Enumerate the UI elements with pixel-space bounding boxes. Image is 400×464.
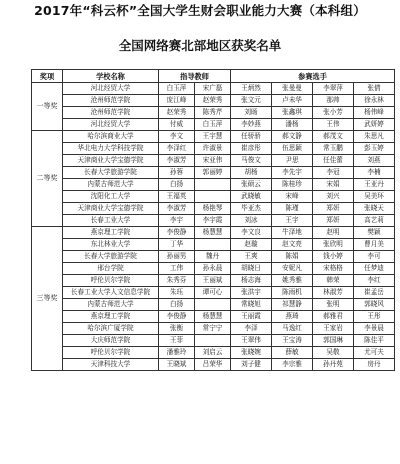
- contestant-3-cell: 郑妍: [313, 203, 354, 215]
- school-name-cell: 河北经贸大学: [63, 119, 159, 131]
- table-row: [32, 143, 395, 155]
- contestant-4-cell: 张晓天: [354, 203, 395, 215]
- table-row: [32, 323, 395, 335]
- contestant-2-cell: 安妮凡: [272, 263, 313, 275]
- contestant-3-cell: 王家岩: [313, 323, 354, 335]
- contestant-3-cell: 宋娟: [313, 179, 354, 191]
- contestant-2-cell: 燕琦: [272, 311, 313, 323]
- table-row: [32, 287, 395, 299]
- contestant-1-cell: 李文良: [231, 227, 272, 239]
- advisor-1-cell: 王菲: [159, 335, 195, 347]
- advisor-2-cell: 魏丹: [195, 251, 231, 263]
- contestant-2-cell: 牛泽地: [272, 227, 313, 239]
- school-name-cell: 天津商业大学宝德学院: [63, 155, 159, 167]
- contestant-1-cell: 张晓婉: [231, 347, 272, 359]
- column-header-contestants: 参赛选手: [231, 70, 395, 83]
- advisor-1-cell: 王福英: [159, 191, 195, 203]
- contestant-4-cell: 徐永林: [354, 95, 395, 107]
- contestant-2-cell: 陈瑾: [272, 203, 313, 215]
- contestant-1-cell: 李泽: [231, 323, 272, 335]
- contestant-4-cell: 刘燕: [354, 155, 395, 167]
- contestant-2-cell: 李先宇: [272, 167, 313, 179]
- contestant-2-cell: 卢未华: [272, 95, 313, 107]
- contestant-4-cell: 吴美环: [354, 191, 395, 203]
- contestant-1-cell: 刘旸: [231, 107, 272, 119]
- award-level-cell: 一等奖: [32, 83, 63, 131]
- contestant-4-cell: 朱思凡: [354, 131, 395, 143]
- contestant-3-cell: 张小芳: [313, 107, 354, 119]
- contestant-2-cell: 祁慧静: [272, 299, 313, 311]
- table-row: [32, 239, 395, 251]
- advisor-1-cell: 白扬: [159, 179, 195, 191]
- contestant-1-cell: 胡晓日: [231, 263, 272, 275]
- contestant-4-cell: 张倩: [354, 83, 395, 95]
- advisor-2-cell: 王丽斌: [195, 275, 231, 287]
- contestant-4-cell: 曹月美: [354, 239, 395, 251]
- table-row: [32, 227, 395, 239]
- advisor-1-cell: 白玉萍: [159, 83, 195, 95]
- advisor-2-cell: 杨慧慧: [195, 311, 231, 323]
- advisor-1-cell: 李泽红: [159, 143, 195, 155]
- contestant-2-cell: 潘杨: [272, 119, 313, 131]
- table-row: [32, 191, 395, 203]
- school-name-cell: 长春工业大学人文信息学院: [63, 287, 159, 299]
- advisor-2-cell: [195, 299, 231, 311]
- contestant-1-cell: 刘子健: [231, 359, 272, 371]
- contestant-2-cell: 马逸红: [272, 323, 313, 335]
- contestant-1-cell: 刘冰: [231, 215, 272, 227]
- contestant-3-cell: 钱小婷: [313, 251, 354, 263]
- contestant-4-cell: 杨伟峰: [354, 107, 395, 119]
- contestant-3-cell: 孙丹苑: [313, 359, 354, 371]
- contestant-1-cell: 崔彦彤: [231, 143, 272, 155]
- award-table-body: [32, 83, 395, 371]
- contestant-1-cell: 王爽: [231, 251, 272, 263]
- contestant-2-cell: 伍思颖: [272, 143, 313, 155]
- advisor-2-cell: 李宇霞: [195, 215, 231, 227]
- school-name-cell: 长春工业大学: [63, 215, 159, 227]
- contestant-1-cell: 马俊文: [231, 155, 272, 167]
- advisor-1-cell: 李宇: [159, 215, 195, 227]
- advisor-1-cell: 孙丽男: [159, 251, 195, 263]
- school-name-cell: 呼伦贝尔学院: [63, 347, 159, 359]
- contestant-3-cell: 郭国琳: [313, 335, 354, 347]
- table-row: [32, 107, 395, 119]
- contestant-4-cell: 高艺莉: [354, 215, 395, 227]
- contestant-3-cell: 李翠萍: [313, 83, 354, 95]
- contestant-3-cell: 郑妍: [313, 215, 354, 227]
- table-header-row: [32, 70, 395, 83]
- school-name-cell: 燕京理工学院: [63, 227, 159, 239]
- advisor-1-cell: 孙蓉: [159, 167, 195, 179]
- contestant-4-cell: 王亚丹: [354, 179, 395, 191]
- contestant-4-cell: 尤可夫: [354, 347, 395, 359]
- contestant-4-cell: 李红: [354, 275, 395, 287]
- contestant-3-cell: 刘兴: [313, 191, 354, 203]
- school-name-cell: 呼伦贝尔学院: [63, 275, 159, 287]
- school-name-cell: 大庆师范学院: [63, 335, 159, 347]
- award-level-cell: 二等奖: [32, 131, 63, 227]
- advisor-1-cell: 李俊静: [159, 227, 195, 239]
- contestant-2-cell: 陈娟: [272, 251, 313, 263]
- award-level-cell: 三等奖: [32, 227, 63, 371]
- contestant-1-cell: 张文元: [231, 95, 272, 107]
- column-header-school: 学校名称: [63, 70, 159, 83]
- contestant-4-cell: 郭晓风: [354, 299, 395, 311]
- column-header-advisor: 指导教师: [159, 70, 231, 83]
- advisor-1-cell: 王晓斌: [159, 359, 195, 371]
- contestant-1-cell: 赵璇: [231, 239, 272, 251]
- contestant-1-cell: 李妙燕: [231, 119, 272, 131]
- advisor-1-cell: 付威: [159, 119, 195, 131]
- contestant-2-cell: 王宝涛: [272, 335, 313, 347]
- contestant-3-cell: 韩荣: [313, 275, 354, 287]
- advisor-1-cell: 潘雅玲: [159, 347, 195, 359]
- contestant-4-cell: 李景晨: [354, 323, 395, 335]
- advisor-2-cell: [195, 239, 231, 251]
- school-name-cell: 河北经贸大学: [63, 83, 159, 95]
- contestant-1-cell: 王炳然: [231, 83, 272, 95]
- contestant-2-cell: 赵文亮: [272, 239, 313, 251]
- advisor-1-cell: 李俊静: [159, 311, 195, 323]
- contestant-3-cell: 任佳蕾: [313, 155, 354, 167]
- contestant-4-cell: 王彤: [354, 311, 395, 323]
- advisor-2-cell: 谭可心: [195, 287, 231, 299]
- advisor-1-cell: 李淑芳: [159, 155, 195, 167]
- table-row: [32, 299, 395, 311]
- school-name-cell: 沧州师范学院: [63, 107, 159, 119]
- contestant-2-cell: 薛敏: [272, 347, 313, 359]
- table-row: [32, 311, 395, 323]
- contestant-4-cell: 李楠: [354, 167, 395, 179]
- table-row: [32, 131, 395, 143]
- contestant-1-cell: 王丽霞: [231, 311, 272, 323]
- contestant-4-cell: 武妍婷: [354, 119, 395, 131]
- advisor-2-cell: 郭丽婷: [195, 167, 231, 179]
- advisor-1-cell: 张衡: [159, 323, 195, 335]
- column-header-award: 奖项: [32, 70, 63, 83]
- advisor-1-cell: 工伟: [159, 263, 195, 275]
- table-row: [32, 95, 395, 107]
- school-name-cell: 燕京理工学院: [63, 311, 159, 323]
- advisor-2-cell: [195, 179, 231, 191]
- advisor-2-cell: 孙永晨: [195, 263, 231, 275]
- school-name-cell: 哈尔滨商业大学: [63, 131, 159, 143]
- contestant-2-cell: 张鑫琪: [272, 107, 313, 119]
- advisor-2-cell: 王宇慧: [195, 131, 231, 143]
- advisor-2-cell: 杨艳琴: [195, 203, 231, 215]
- contestant-1-cell: 张硕云: [231, 179, 272, 191]
- school-name-cell: 邢台学院: [63, 263, 159, 275]
- advisor-1-cell: 赵荣秀: [159, 107, 195, 119]
- contestant-2-cell: 陈桂珍: [272, 179, 313, 191]
- contestant-2-cell: 王宇: [272, 215, 313, 227]
- contestant-1-cell: 王翠伟: [231, 335, 272, 347]
- contestant-3-cell: 张欣明: [313, 239, 354, 251]
- contestant-2-cell: 张曼曼: [272, 83, 313, 95]
- contestant-4-cell: 李可: [354, 251, 395, 263]
- table-row: [32, 263, 395, 275]
- advisor-1-cell: 朱秀芬: [159, 275, 195, 287]
- contestant-3-cell: 李冠: [313, 167, 354, 179]
- advisor-2-cell: 吕荣华: [195, 359, 231, 371]
- contestant-1-cell: 常晓旭: [231, 299, 272, 311]
- table-row: [32, 155, 395, 167]
- school-name-cell: 沧州师范学院: [63, 95, 159, 107]
- table-row: [32, 179, 395, 191]
- table-row: [32, 359, 395, 371]
- advisor-1-cell: 庞江峰: [159, 95, 195, 107]
- contestant-2-cell: 李宗雅: [272, 359, 313, 371]
- contestant-3-cell: 吴敬: [313, 347, 354, 359]
- advisor-2-cell: 赵荣秀: [195, 95, 231, 107]
- advisor-1-cell: 朱珏: [159, 287, 195, 299]
- contestant-3-cell: 赵明: [313, 227, 354, 239]
- award-table: [31, 69, 395, 371]
- contestant-4-cell: 崔孟岳: [354, 287, 395, 299]
- advisor-2-cell: 陈秀芹: [195, 107, 231, 119]
- contestant-3-cell: 常玉鹏: [313, 143, 354, 155]
- school-name-cell: 东北林业大学: [63, 239, 159, 251]
- table-row: [32, 275, 395, 287]
- advisor-2-cell: 宋广磊: [195, 83, 231, 95]
- advisor-2-cell: 许淑景: [195, 143, 231, 155]
- advisor-1-cell: 丁华: [159, 239, 195, 251]
- page-title: 2017年“科云杯”全国大学生财会职业能力大赛（本科组）: [34, 3, 366, 18]
- contestant-3-cell: 郝雅君: [313, 311, 354, 323]
- table-row: [32, 347, 395, 359]
- contestant-3-cell: 张明: [313, 299, 354, 311]
- advisor-2-cell: [195, 335, 231, 347]
- advisor-2-cell: 刘启云: [195, 347, 231, 359]
- contestant-4-cell: 彭玉婷: [354, 143, 395, 155]
- school-name-cell: 沈阳化工大学: [63, 191, 159, 203]
- advisor-2-cell: 宋亚伟: [195, 155, 231, 167]
- advisor-1-cell: 李文: [159, 131, 195, 143]
- contestant-4-cell: 陈佳平: [354, 335, 395, 347]
- contestant-2-cell: 姚秀雅: [272, 275, 313, 287]
- contestant-2-cell: 郝文静: [272, 131, 313, 143]
- school-name-cell: 天津商业大学宝德学院: [63, 203, 159, 215]
- contestant-1-cell: 武晓敏: [231, 191, 272, 203]
- school-name-cell: 内蒙古师范大学: [63, 179, 159, 191]
- school-name-cell: 哈尔滨广厦学院: [63, 323, 159, 335]
- advisor-1-cell: 李淑芳: [159, 203, 195, 215]
- school-name-cell: 天津科技大学: [63, 359, 159, 371]
- contestant-3-cell: 王伟: [313, 119, 354, 131]
- contestant-1-cell: 胡杨: [231, 167, 272, 179]
- table-row: [32, 167, 395, 179]
- advisor-2-cell: [195, 191, 231, 203]
- contestant-1-cell: 任骄骄: [231, 131, 272, 143]
- contestant-1-cell: 张洪宇: [231, 287, 272, 299]
- table-row: [32, 215, 395, 227]
- contestant-4-cell: 樊颖: [354, 227, 395, 239]
- contestant-2-cell: 尹思: [272, 155, 313, 167]
- advisor-2-cell: 白玉萍: [195, 119, 231, 131]
- contestant-4-cell: 房丹: [354, 359, 395, 371]
- contestant-3-cell: 那帅: [313, 95, 354, 107]
- table-row: [32, 119, 395, 131]
- advisor-2-cell: 杨慧慧: [195, 227, 231, 239]
- advisor-1-cell: 白扬: [159, 299, 195, 311]
- contestant-1-cell: 毕亚杰: [231, 203, 272, 215]
- page-subtitle: 全国网络赛北部地区获奖名单: [118, 38, 282, 53]
- table-row: [32, 335, 395, 347]
- contestant-2-cell: 宋峰: [272, 191, 313, 203]
- contestant-3-cell: 郝茂文: [313, 131, 354, 143]
- contestant-1-cell: 杨志海: [231, 275, 272, 287]
- table-row: [32, 83, 395, 95]
- table-row: [32, 203, 395, 215]
- contestant-3-cell: 林淑芳: [313, 287, 354, 299]
- school-name-cell: 长春大学旅游学院: [63, 167, 159, 179]
- contestant-3-cell: 宋格格: [313, 263, 354, 275]
- school-name-cell: 华北电力大学科技学院: [63, 143, 159, 155]
- table-row: [32, 251, 395, 263]
- advisor-2-cell: 常宁宁: [195, 323, 231, 335]
- school-name-cell: 长春大学旅游学院: [63, 251, 159, 263]
- contestant-4-cell: 任梦迪: [354, 263, 395, 275]
- contestant-2-cell: 陈雨机: [272, 287, 313, 299]
- school-name-cell: 内蒙古师范大学: [63, 299, 159, 311]
